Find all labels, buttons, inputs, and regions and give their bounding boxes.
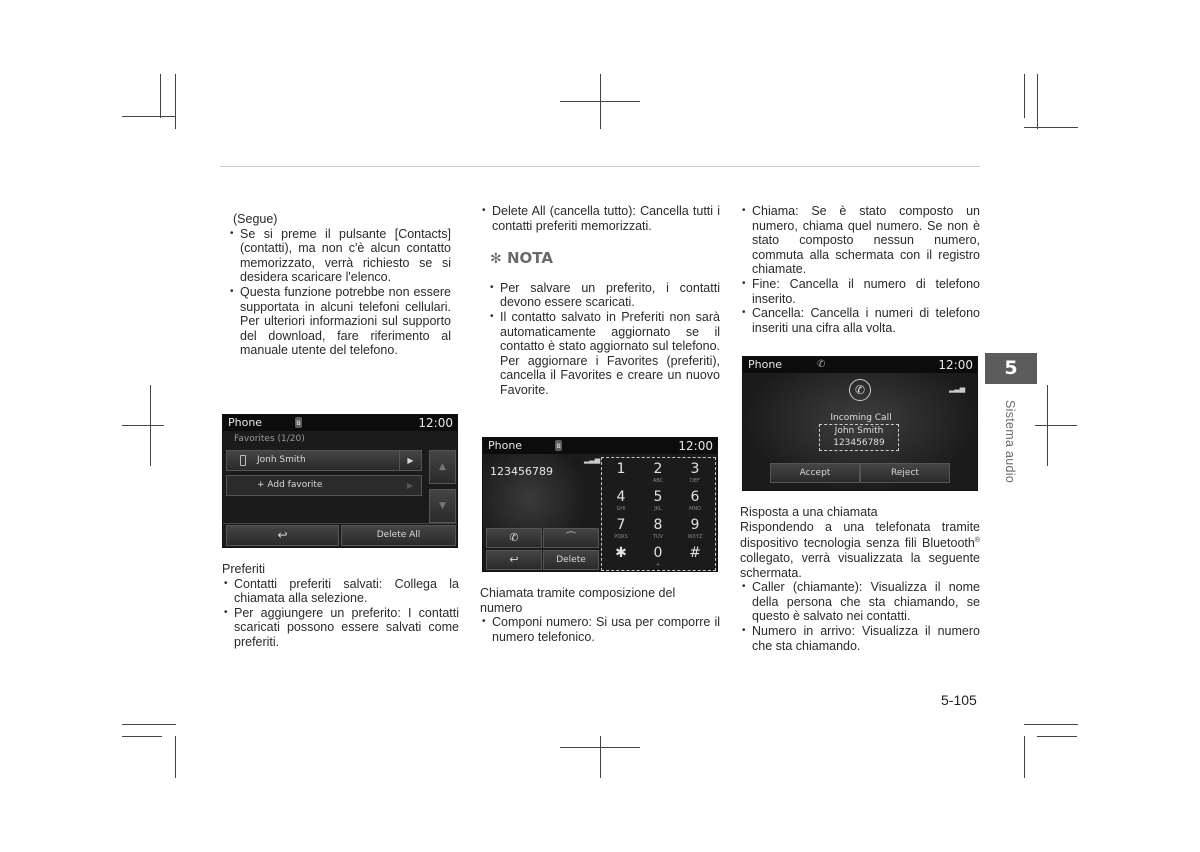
header-rule (220, 166, 980, 167)
chapter-tab: 5 (985, 353, 1037, 384)
back-arrow-icon: ↩ (277, 528, 288, 542)
key-star[interactable]: ✱ (615, 545, 627, 561)
key-6[interactable]: 6 MNO (689, 489, 701, 512)
signal-icon: ▂▃▅ (949, 385, 966, 393)
keypad (601, 457, 716, 571)
incoming-call-screen (742, 356, 978, 491)
col3-bullet: • Caller (chiamante): Visualizza il nome della persona che sta chiamando, se questo è salvato nei contatti. (740, 580, 980, 624)
col3-bullet: • Fine: Cancella il numero di telefono inserito. (740, 277, 980, 306)
bluetooth-icon: ʙ (556, 441, 561, 450)
reject-button[interactable]: Reject (860, 463, 950, 483)
add-favorite-button[interactable] (226, 475, 422, 496)
favorite-item[interactable] (226, 450, 422, 471)
clock: 12:00 (418, 416, 453, 430)
key-0[interactable]: 0 + (653, 545, 663, 568)
signal-icon: ▂▃▅ (584, 456, 601, 464)
scroll-up-button[interactable]: ▲ (429, 450, 456, 484)
phone-handset-icon: ✆ (817, 359, 826, 370)
column-3-lower (740, 505, 980, 653)
dial-screen (482, 437, 718, 572)
phone-handset-icon: ✆ (509, 531, 519, 544)
column-3 (740, 204, 980, 335)
page-number: 5-105 (941, 692, 977, 708)
add-favorite-label: + Add favorite (257, 480, 323, 490)
status-bar (743, 357, 977, 373)
key-8[interactable]: 8 TUV (652, 517, 664, 540)
back-button[interactable] (226, 525, 339, 546)
screen-title: Phone (228, 416, 263, 429)
favorites-count: Favorites (1/20) (234, 434, 305, 444)
incoming-call-label: Incoming Call (830, 413, 892, 423)
key-1[interactable]: 1 (616, 461, 626, 477)
key-hash[interactable]: # (689, 545, 701, 561)
key-2[interactable]: 2 ABC (652, 461, 664, 484)
play-icon: ▶ (406, 481, 414, 490)
answer-paragraph: Rispondendo a una telefonata tramite dispositivo tecnologia senza fili Bluetooth® collegato, verrà visualizzata la seguente schermata. (740, 519, 980, 580)
section-title: Sistema audio (1003, 400, 1017, 484)
caller-info-box (819, 424, 899, 451)
col3-bullet: • Numero in arrivo: Visualizza il numero che sta chiamando. (740, 624, 980, 653)
col1-bullet: • Per aggiungere un preferito: I contatti scaricati possono essere salvati come preferiti. (222, 606, 459, 650)
nota-bullet: • Il contatto salvato in Preferiti non sarà automaticamente aggiornato se il contatto è stato aggiornato sul telefono. Per aggiornare i Favorites (preferiti), cancella il Favorites e creare un nuovo Favorite. (488, 310, 720, 398)
phone-icon (240, 455, 246, 466)
clock: 12:00 (938, 358, 973, 372)
caller-number: 123456789 (833, 438, 885, 448)
column-2 (480, 204, 720, 398)
col1-bullet: • Questa funzione potrebbe non essere supportata in alcuni telefoni cellulari. Per ulteriori informazioni sul supporto del download, fare riferimento al manuale utente del telefono. (228, 285, 451, 358)
col1-bullet: • Contatti preferiti salvati: Collega la chiamata alla selezione. (222, 577, 459, 606)
column-1-lower (222, 562, 459, 650)
end-call-button[interactable] (543, 528, 599, 548)
bluetooth-icon: ʙ (296, 418, 301, 427)
key-4[interactable]: 4 GHI (616, 489, 626, 512)
favorites-screen (222, 414, 458, 548)
section-heading: Preferiti (222, 562, 266, 576)
col2-bullet: • Delete All (cancella tutto): Cancella tutti i contatti preferiti memorizzati. (480, 204, 720, 233)
status-bar (223, 415, 457, 431)
phone-handset-icon: ✆ (849, 379, 871, 401)
key-9[interactable]: 9 WXYZ (687, 517, 703, 540)
section-heading: Risposta a una chiamata (740, 505, 878, 519)
delete-button[interactable]: Delete (543, 550, 599, 570)
col3-bullet: • Cancella: Cancella i numeri di telefono inseriti una cifra alla volta. (740, 306, 980, 335)
delete-all-button[interactable]: Delete All (341, 525, 456, 546)
back-button[interactable] (486, 550, 542, 570)
accept-button[interactable]: Accept (770, 463, 860, 483)
key-3[interactable]: 3 DEF (690, 461, 700, 484)
col2-bullet: • Componi numero: Si usa per comporre il numero telefonico. (480, 615, 720, 644)
dialed-number: 123456789 (490, 465, 553, 478)
key-5[interactable]: 5 JKL (653, 489, 663, 512)
clock: 12:00 (678, 439, 713, 453)
nota-title: NOTA (506, 249, 553, 268)
column-2-lower (480, 586, 720, 644)
hangup-icon: ⌒ (565, 531, 577, 544)
nota-star-icon: ✻ (490, 251, 502, 268)
play-icon: ▶ (399, 451, 421, 470)
screen-title: Phone (488, 439, 523, 452)
status-bar (483, 438, 717, 454)
col1-bullet: • Se si preme il pulsante [Contacts] (contatti), ma non c'è alcun contatto memorizzato, verrà richiesto se si desidera scaricare l'elenco. (228, 227, 451, 285)
call-button[interactable] (486, 528, 542, 548)
scroll-down-button[interactable]: ▼ (429, 489, 456, 523)
nota-bullet: • Per salvare un preferito, i contatti devono essere scaricati. (488, 281, 720, 310)
screen-title: Phone (748, 358, 783, 371)
favorite-name: Jonh Smith (257, 455, 306, 465)
section-heading: Chiamata tramite composizione del numero (480, 586, 676, 615)
caller-name: John Smith (834, 426, 884, 436)
nota-heading (490, 251, 720, 267)
column-1 (228, 212, 451, 358)
col3-bullet: • Chiama: Se è stato composto un numero, chiama quel numero. Se non è stato composto nessun numero, commuta alla schermata con il registro chiamate. (740, 204, 980, 277)
back-arrow-icon: ↩ (509, 553, 519, 566)
key-7[interactable]: 7 PQRS (614, 517, 628, 540)
segue-label: (Segue) (233, 212, 278, 226)
